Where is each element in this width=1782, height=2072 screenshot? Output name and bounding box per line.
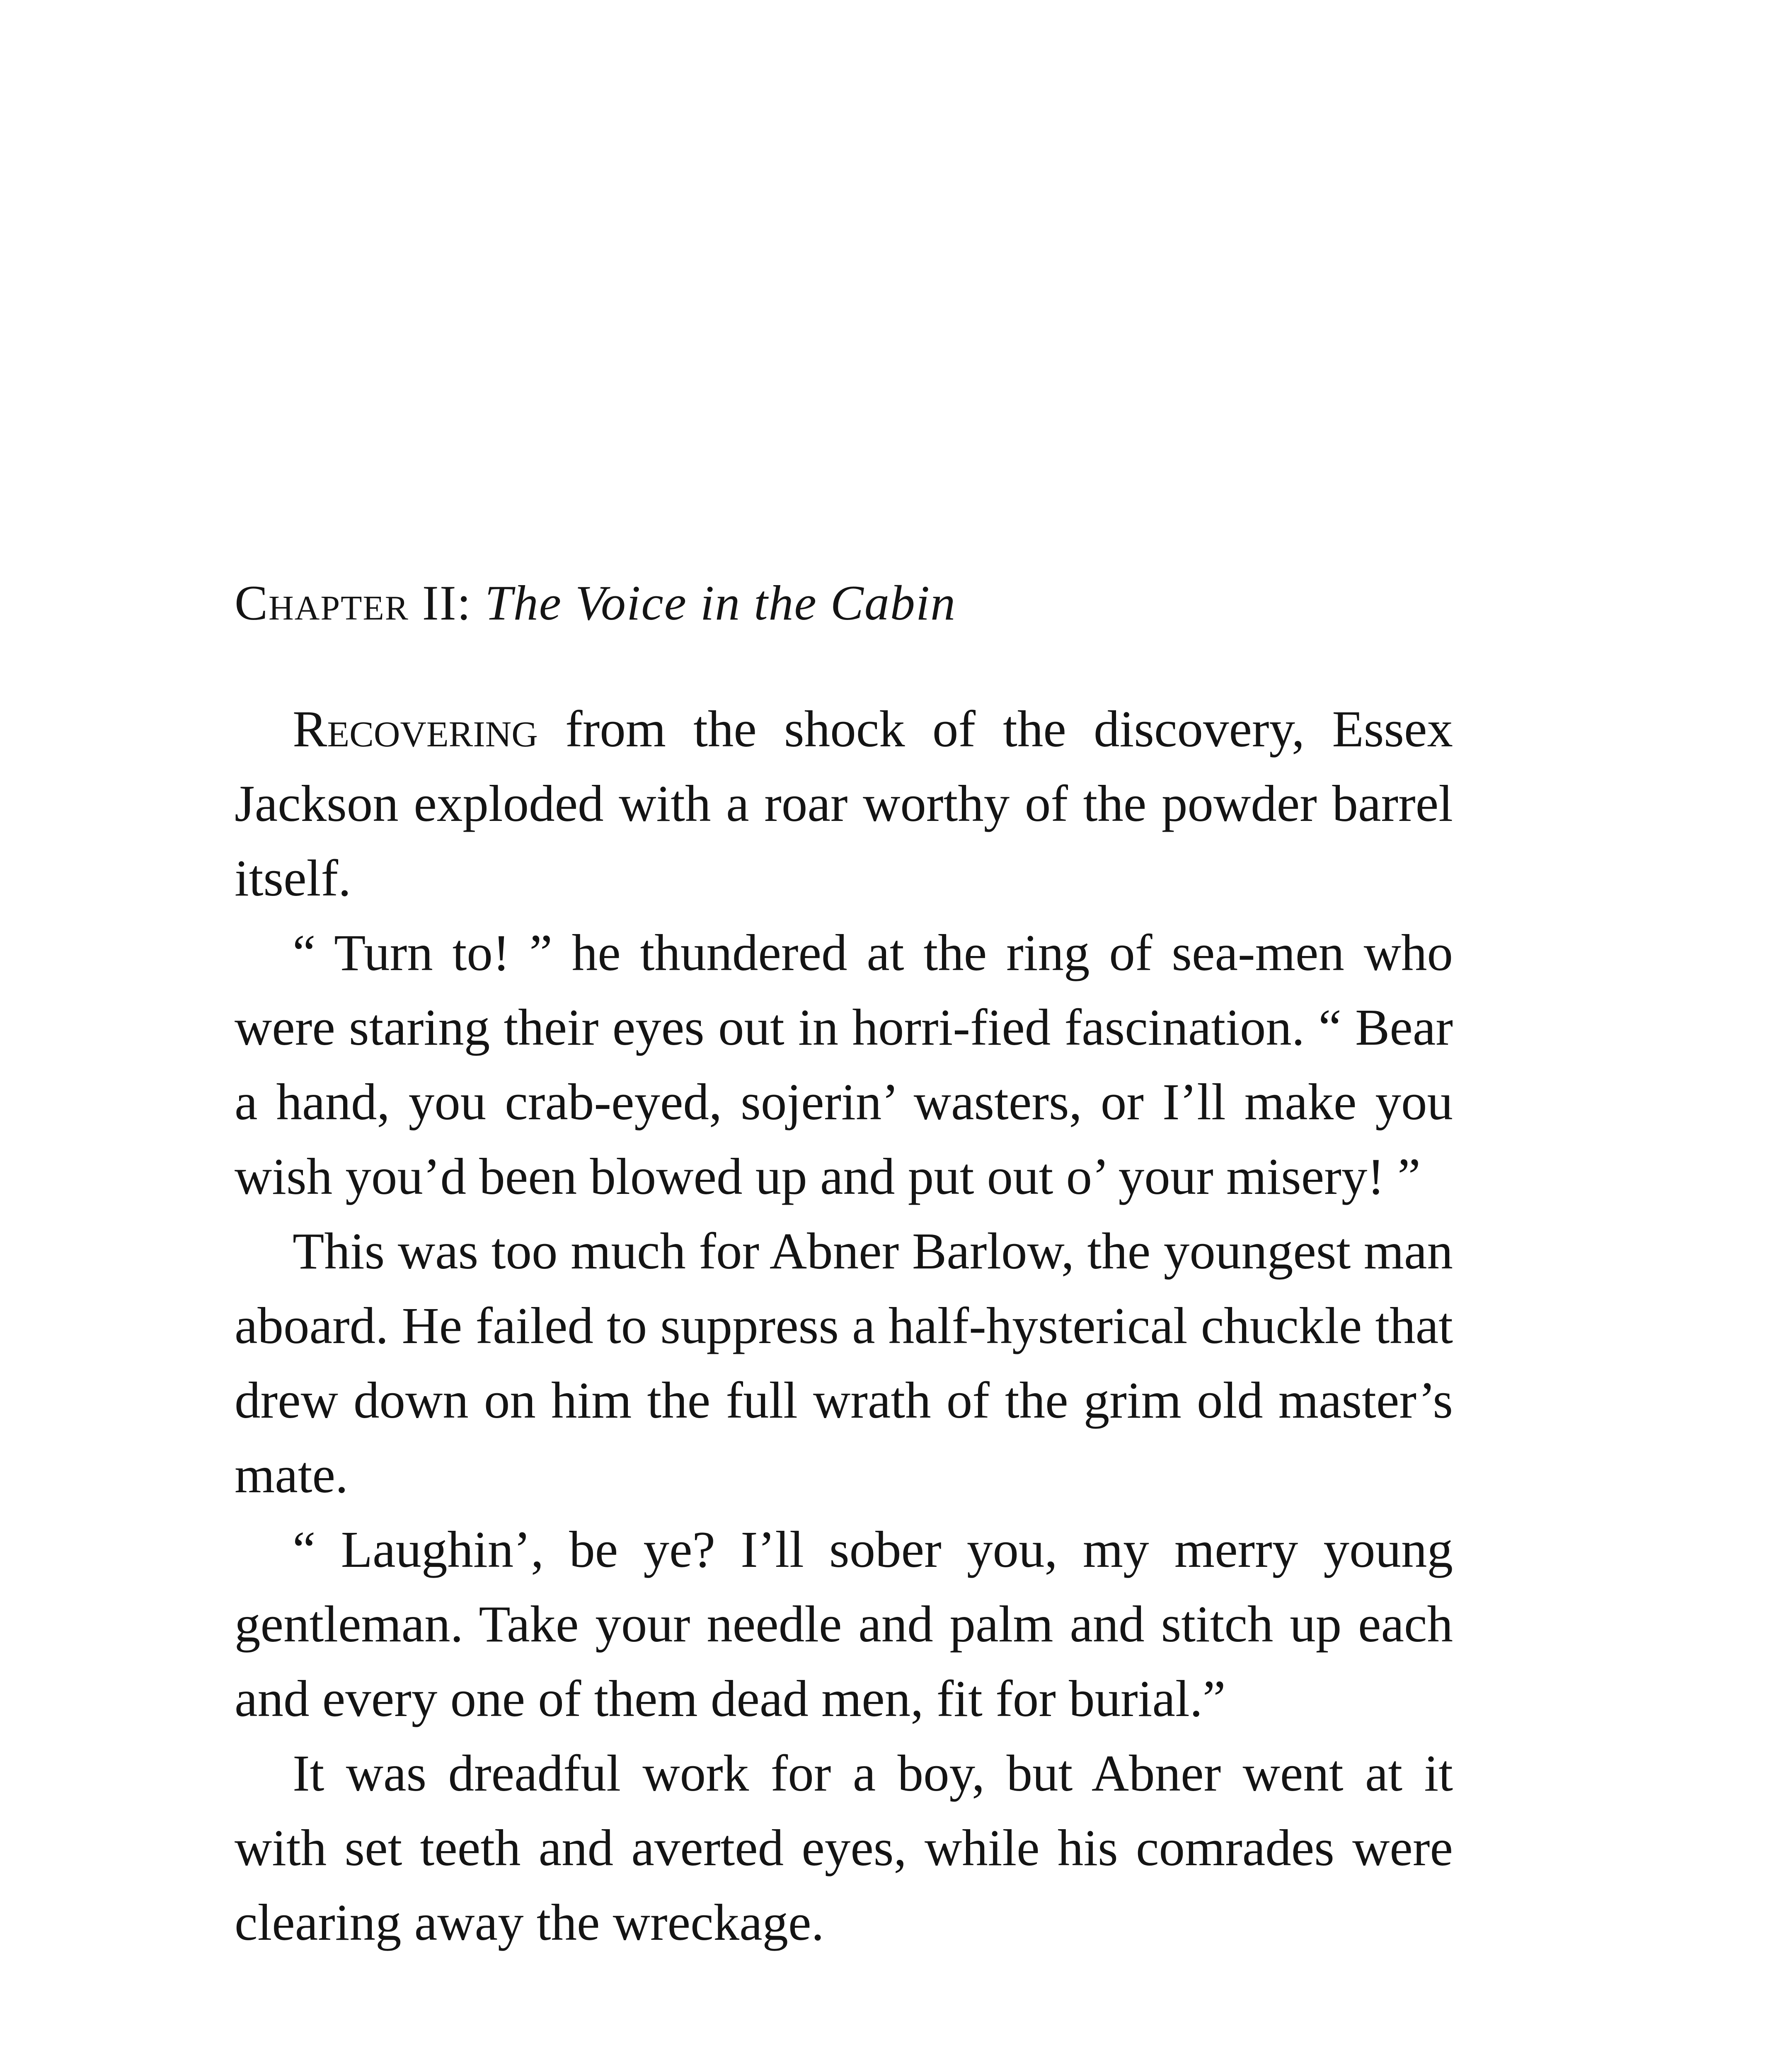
paragraph-5 <box>235 1736 1453 1960</box>
paragraph-text: It was dreadful work for a boy, but Abner went at it with set teeth and averted eyes, while his comrades were clearing away the wreckage. <box>235 1745 1453 1951</box>
paragraph-text: from the shock of the discovery, Essex Jackson exploded with a roar worthy of the powder barrel itself. <box>235 701 1453 907</box>
paragraph-text: “ Turn to! ” he thundered at the ring of sea-men who were staring their eyes out in horri-fied fascination. “ Bear a hand, you crab-eyed, sojerin’ wasters, or I’ll make you wish you’d been blowed up and put out o’ your misery! ” <box>235 925 1453 1205</box>
chapter-body <box>235 692 1453 1960</box>
chapter-title: The Voice in the Cabin <box>485 575 956 630</box>
paragraph-3 <box>235 1214 1453 1513</box>
paragraph-text: This was too much for Abner Barlow, the youngest man aboard. He failed to suppress a half-hysterical chuckle that drew down on him the full wrath of the grim old master’s mate. <box>235 1223 1453 1504</box>
paragraph-lead-word: Recovering <box>293 701 538 758</box>
paragraph-1 <box>235 692 1453 916</box>
paragraph-4 <box>235 1513 1453 1736</box>
chapter-heading <box>235 572 956 634</box>
chapter-label: Chapter II <box>235 575 457 630</box>
paragraph-2 <box>235 916 1453 1214</box>
chapter-separator: : <box>457 575 485 630</box>
paragraph-text: “ Laughin’, be ye? I’ll sober you, my merry young gentleman. Take your needle and palm and stitch up each and every one of them dead men, fit for burial.” <box>235 1521 1453 1728</box>
